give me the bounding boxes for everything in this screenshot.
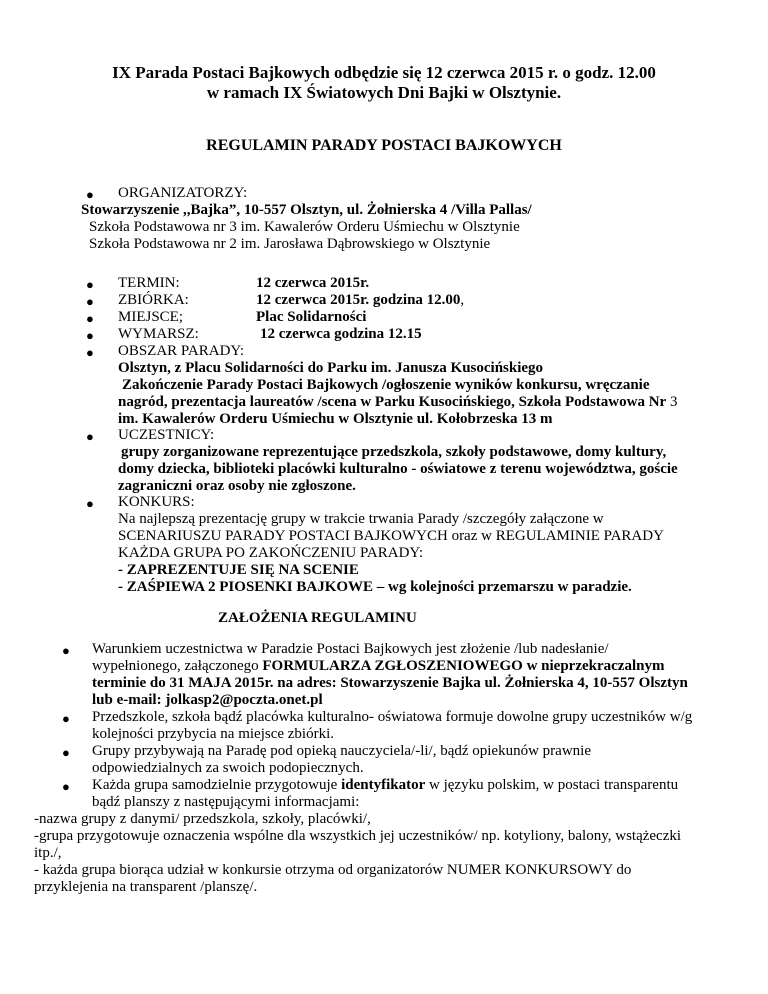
termin-label: TERMIN: [118,275,180,291]
rule-3-line-1: Grupy przybywają na Paradę pod opieką nauczyciela/-li/, bądź opiekunów prawnie [92,743,591,759]
organizers-main: Stowarzyszenie ,,Bajka”, 10-557 Olsztyn, ul. Żołnierska 4 /Villa Pallas/ [81,202,532,218]
heading-line-1: IX Parada Postaci Bajkowych odbędzie się 12 czerwca 2015 r. o godz. 12.00 [112,63,656,82]
obszar-line-2: Zakończenie Parady Postaci Bajkowych /ogłoszenie wyników konkursu, wręczanie [122,377,650,393]
dash-line-4: - każda grupa biorąca udział w konkursie otrzyma od organizatorów NUMER KONKURSOWY do [34,862,632,878]
konkurs-label: KONKURS: [118,494,195,510]
obszar-label: OBSZAR PARADY: [118,343,245,359]
konkurs-line-1: Na najlepszą prezentację grupy w trakcie trwania Parady /szczegóły załączone w [118,511,604,527]
uczestnicy-line-2: domy dziecka, biblioteki placówki kulturalno - oświatowe z terenu województwa, goście [118,461,678,477]
rule-4-line-1: Każda grupa samodzielnie przygotowuje identyfikator w języku polskim, w postaci transparentu [92,777,679,793]
rule-1-line-2: wypełnionego, załączonego FORMULARZA ZGŁOSZENIOWEGO w nieprzekraczalnym [92,658,665,674]
bullet-icon: ● [62,745,70,760]
rule-2-line-1: Przedszkole, szkoła bądź placówka kulturalno- oświatowa formuje dowolne grupy uczestników w/g [92,709,693,725]
wymarsz-label: WYMARSZ: [118,326,199,342]
bullet-icon: ● [86,277,94,292]
termin-value: 12 czerwca 2015r. [256,275,370,291]
dash-line-3: itp./, [34,845,62,861]
bullet-icon: ● [62,711,70,726]
organizers-label: ORGANIZATORZY: [118,185,248,201]
konkurs-line-4: - ZAPREZENTUJE SIĘ NA SCENIE [118,562,359,578]
obszar-line-1: Olsztyn, z Placu Solidarności do Parku im. Janusza Kusocińskiego [118,360,544,376]
organizers-school-2: Szkoła Podstawowa nr 2 im. Jarosława Dąbrowskiego w Olsztynie [89,236,491,252]
rule-3-line-2: odpowiedzialnych za swoich podopiecznych. [92,760,364,776]
uczestnicy-line-3: zagraniczni oraz osoby nie zgłoszone. [118,478,356,494]
bullet-icon: ● [86,328,94,343]
bullet-icon: ● [86,187,94,202]
organizers-school-1: Szkoła Podstawowa nr 3 im. Kawalerów Orderu Uśmiechu w Olsztynie [89,219,520,235]
zbiorka-label: ZBIÓRKA: [118,292,189,308]
uczestnicy-line-1: grupy zorganizowane reprezentujące przedszkola, szkoły podstawowe, domy kultury, [121,444,667,460]
heading-line-2: w ramach IX Światowych Dni Bajki w Olsztynie. [206,83,562,102]
dash-line-5: przyklejenia na transparent /planszę/. [34,879,258,895]
bullet-icon: ● [86,429,94,444]
zalozenia-title: ZAŁOŻENIA REGULAMINU [218,610,417,626]
konkurs-line-2: SCENARIUSZU PARADY POSTACI BAJKOWYCH oraz w REGULAMINIE PARADY [118,528,664,544]
bullet-icon: ● [86,294,94,309]
page-title: REGULAMIN PARADY POSTACI BAJKOWYCH [206,137,562,154]
dash-line-1: -nazwa grupy z danymi/ przedszkola, szkoły, placówki/, [34,811,371,827]
konkurs-line-3: KAŻDA GRUPA PO ZAKOŃCZENIU PARADY: [118,545,424,561]
miejsce-label: MIEJSCE; [118,309,184,325]
uczestnicy-label: UCZESTNICY: [118,427,215,443]
rule-4-line-2: bądź planszy z następującymi informacjami: [92,794,360,810]
obszar-line-4: im. Kawalerów Orderu Uśmiechu w Olsztynie ul. Kołobrzeska 13 m [118,411,553,427]
rule-1-line-4: lub e-mail: jolkasp2@poczta.onet.pl [92,692,323,708]
bullet-icon: ● [86,311,94,326]
konkurs-line-5: - ZAŚPIEWA 2 PIOSENKI BAJKOWE – wg kolejności przemarszu w paradzie. [118,579,632,595]
zbiorka-value: 12 czerwca 2015r. godzina 12.00, [256,292,465,308]
obszar-line-3: nagród, prezentacja laureatów /scena w Parku Kusocińskiego, Szkoła Podstawowa Nr 3 [118,394,678,410]
miejsce-value: Plac Solidarności [256,309,367,325]
rule-1-line-1: Warunkiem uczestnictwa w Paradzie Postaci Bajkowych jest złożenie /lub nadesłanie/ [92,641,609,657]
dash-line-2: -grupa przygotowuje oznaczenia wspólne dla wszystkich jej uczestników/ np. kotyliony, balony, wstążeczki [34,828,682,844]
bullet-icon: ● [86,496,94,511]
bullet-icon: ● [86,345,94,360]
rule-2-line-2: kolejności przybycia na miejsce zbiórki. [92,726,334,742]
wymarsz-value: 12 czerwca godzina 12.15 [260,326,422,342]
bullet-icon: ● [62,779,70,794]
rule-1-line-3: terminie do 31 MAJA 2015r. na adres: Stowarzyszenie Bajka ul. Żołnierska 4, 10-557 Olsztyn [92,675,688,691]
bullet-icon: ● [62,643,70,658]
